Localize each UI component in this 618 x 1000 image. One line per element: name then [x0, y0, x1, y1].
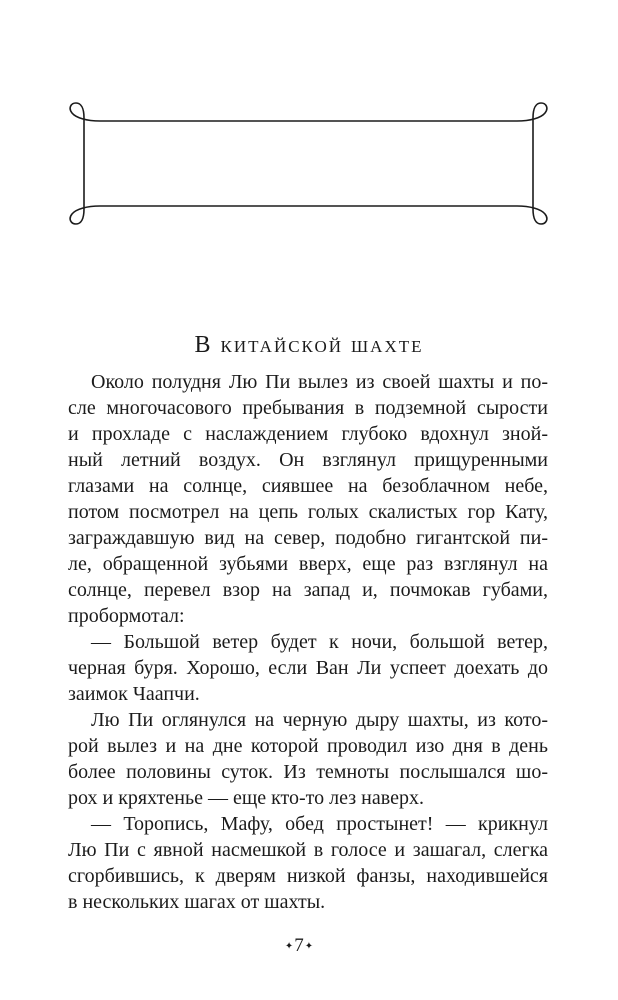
paragraph [68, 369, 548, 629]
text-line: черная буря. Хорошо, если Ван Ли успеет доехать до [68, 657, 548, 679]
paragraph [68, 707, 548, 811]
text-line: рой вылез и на дне которой проводил изо дня в день [68, 735, 548, 757]
text-line: глазами на солнце, сиявшее на безоблачном небе, [68, 475, 548, 497]
paragraph [68, 811, 548, 915]
text-line: рох и кряхтенье — еще кто-то лез наверх. [68, 787, 424, 809]
star-ornament-icon [305, 935, 313, 959]
text-line: — Торопись, Мафу, обед простынет! — крикнул [91, 813, 548, 835]
page-number [249, 934, 349, 958]
frame-outline [70, 103, 547, 224]
text-line: сле многочасового пребывания в подземной сырости [68, 397, 548, 419]
text-line: и прохладе с наслаждением глубоко вдохнул зной- [68, 423, 548, 445]
text-line: Лю Пи оглянулся на черную дыру шахты, из кото- [91, 709, 548, 731]
text-line: в нескольких шагах от шахты. [68, 891, 326, 913]
text-line: Около полудня Лю Пи вылез из своей шахты и по- [91, 371, 548, 393]
text-line: солнце, перевел взор на запад и, почмокав губами, [68, 579, 548, 601]
text-line: ле, обращенной зубьями вверх, еще раз взглянул на [68, 553, 548, 575]
chapter-title: В китайской шахте [194, 332, 424, 358]
text-line: ный летний воздух. Он взглянул прищуренными [68, 449, 548, 471]
ornamental-frame-icon [0, 0, 618, 260]
paragraph [68, 629, 548, 707]
text-line: Лю Пи с явной насмешкой в голосе и зашагал, слегка [68, 839, 548, 861]
text-line: сгорбившись, к дверям низкой фанзы, находившейся [68, 865, 548, 887]
text-line: — Большой ветер будет к ночи, большой ветер, [91, 631, 548, 653]
star-ornament-icon [285, 935, 293, 959]
text-line: пробормотал: [68, 605, 185, 627]
body-text [68, 369, 548, 915]
text-line: потом посмотрел на цепь голых скалистых гор Кату, [68, 501, 548, 523]
page-number-value: 7 [294, 935, 304, 956]
text-line: заимок Чаапчи. [68, 683, 200, 705]
text-line: заграждавшую вид на север, подобно гигантской пи- [68, 527, 548, 549]
text-line: более половины суток. Из темноты послышался шо- [68, 761, 548, 783]
